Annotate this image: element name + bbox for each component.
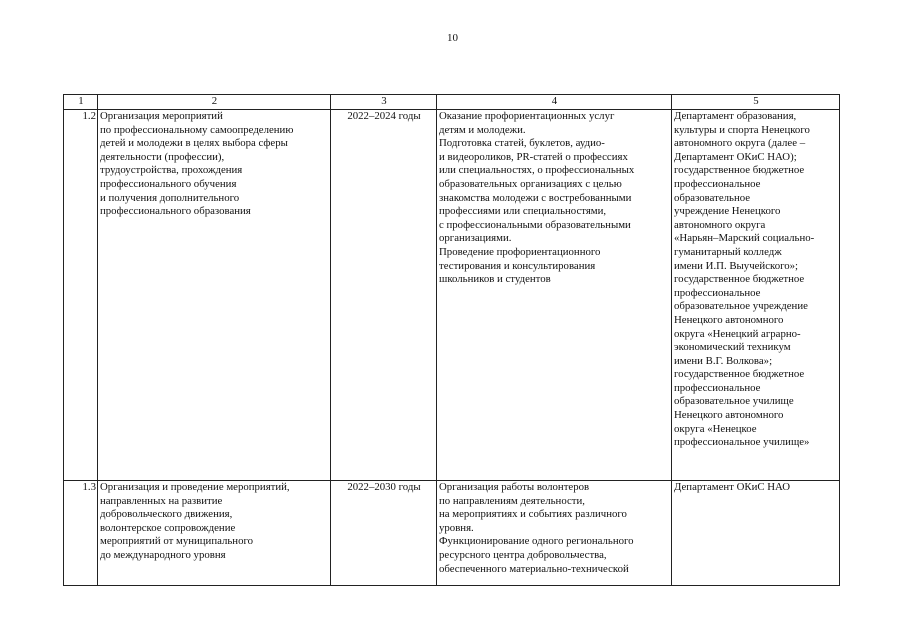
text-line: автономного округа (674, 218, 766, 231)
page-number: 10 (447, 32, 458, 44)
header-col-5: 5 (672, 95, 840, 110)
text-line: Проведение профориентационного (439, 245, 601, 258)
text-line: гуманитарный колледж (674, 245, 782, 258)
text-line: волонтерское сопровождение (100, 521, 236, 534)
text-line: экономический техникум (674, 341, 791, 354)
text-line: знакомства молодежи с востребованными (439, 191, 632, 204)
header-col-4: 4 (437, 95, 672, 110)
header-col-3: 3 (331, 95, 437, 110)
period-cell: 2022–2024 годы (331, 110, 437, 481)
text-line: имени И.П. Выучейского»; (674, 259, 799, 272)
text-line: Ненецкого автономного (674, 409, 784, 422)
text-line: Подготовка статей, буклетов, аудио- (439, 137, 605, 150)
text-line: профессиональное (674, 177, 761, 190)
text-line: образовательное училище (674, 395, 794, 408)
text-line: по профессиональному самоопределению (100, 123, 294, 136)
text-line: Департамент образования, (674, 110, 797, 122)
text-line: Организация и проведение мероприятий, (100, 481, 290, 493)
text-line: государственное бюджетное (674, 164, 805, 177)
text-line: культуры и спорта Ненецкого (674, 123, 810, 136)
text-line: профессиональное (674, 381, 761, 394)
text-line: профессиями или специальностями, (439, 205, 607, 218)
text-line: организациями. (439, 232, 512, 245)
text-line: профессионального образования (100, 205, 251, 218)
activity-cell (98, 481, 331, 586)
text-line: по направлениям деятельности, (439, 494, 585, 507)
text-line: профессиональное (674, 286, 761, 299)
text-line: Ненецкого автономного (674, 313, 784, 326)
text-line: автономного округа (далее – (674, 137, 806, 150)
text-line: округа «Ненецкое (674, 422, 757, 435)
text-line: ресурсного центра добровольчества, (439, 548, 607, 561)
text-line: имени В.Г. Волкова»; (674, 354, 773, 367)
header-col-1: 1 (64, 95, 98, 110)
row-number: 1.2 (64, 110, 98, 481)
activity-cell (98, 110, 331, 481)
text-line: школьников и студентов (439, 273, 551, 286)
text-line: Оказание профориентационных услуг (439, 110, 615, 122)
text-line: и видеороликов, PR-статей о профессиях (439, 150, 628, 163)
text-line: тестирования и консультирования (439, 259, 596, 272)
text-line: округа «Ненецкий аграрно- (674, 327, 801, 340)
text-line: Департамент ОКиС НАО); (674, 150, 797, 163)
text-line: детей и молодежи в целях выбора сферы (100, 137, 288, 150)
text-line: Организация мероприятий (100, 110, 223, 122)
text-line: на мероприятиях и событиях различного (439, 508, 627, 521)
period-cell: 2022–2030 годы (331, 481, 437, 586)
description-cell (437, 481, 672, 586)
text-line: Департамент ОКиС НАО (674, 481, 791, 493)
text-line: трудоустройства, прохождения (100, 164, 243, 177)
table-row (64, 110, 840, 481)
row-number: 1.3 (64, 481, 98, 586)
text-line: «Нарьян–Марский социально- (674, 232, 815, 245)
text-line: Организация работы волонтеров (439, 481, 590, 493)
text-line: добровольческого движения, (100, 508, 233, 521)
text-line: или специальностях, о профессиональных (439, 164, 635, 177)
text-line: образовательное учреждение (674, 300, 808, 313)
program-table (63, 94, 840, 586)
text-line: образовательное (674, 191, 751, 204)
text-line: и получения дополнительного (100, 191, 240, 204)
text-line: государственное бюджетное (674, 273, 805, 286)
header-col-2: 2 (98, 95, 331, 110)
text-line: профессионального обучения (100, 177, 237, 190)
text-line: образовательных организациях с целью (439, 177, 622, 190)
executor-cell (672, 481, 840, 586)
text-line: до международного уровня (100, 548, 226, 561)
text-line: деятельности (профессии), (100, 150, 225, 163)
text-line: государственное бюджетное (674, 368, 805, 381)
text-line: уровня. (439, 521, 474, 534)
text-line: с профессиональными образовательными (439, 218, 631, 231)
header-row (64, 95, 840, 110)
text-line: Функционирование одного регионального (439, 535, 634, 548)
text-line: детям и молодежи. (439, 123, 526, 136)
executor-cell (672, 110, 840, 481)
text-line: профессиональное училище» (674, 436, 810, 449)
text-line: учреждение Ненецкого (674, 205, 781, 218)
text-line: направленных на развитие (100, 494, 223, 507)
text-line: мероприятий от муниципального (100, 535, 254, 548)
text-line: обеспеченного материально-технической (439, 562, 629, 575)
table-row (64, 481, 840, 586)
description-cell (437, 110, 672, 481)
